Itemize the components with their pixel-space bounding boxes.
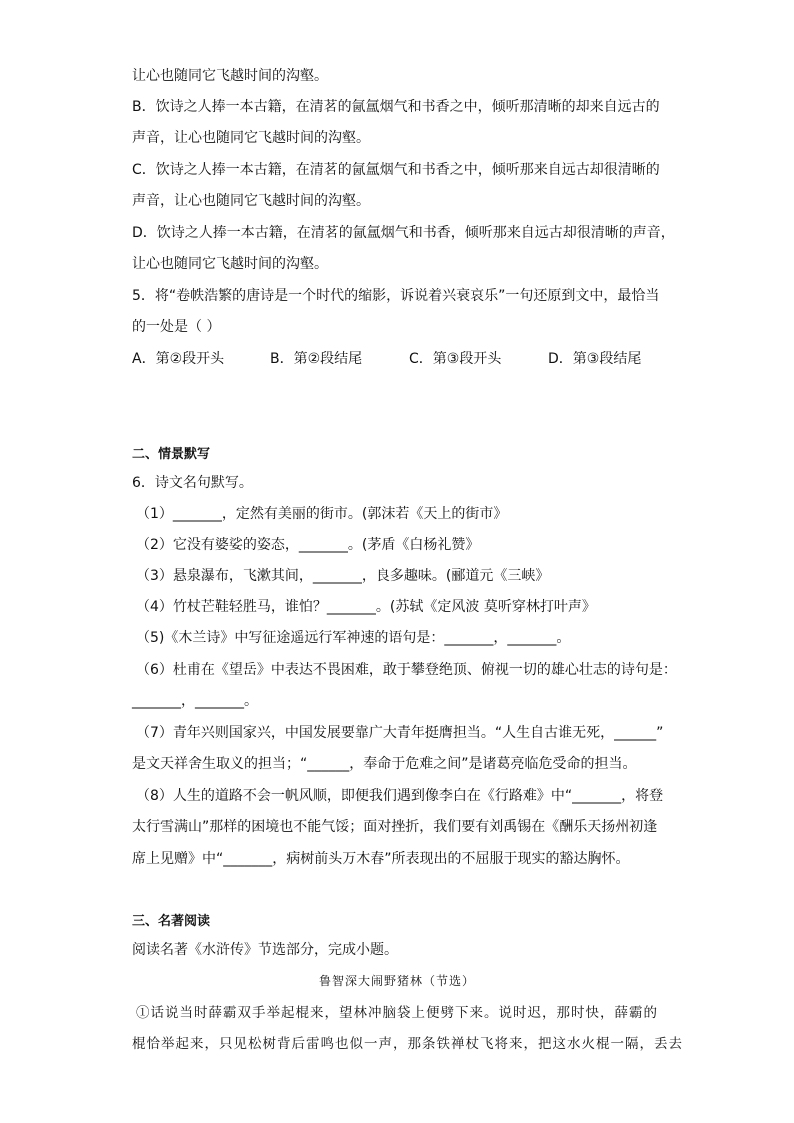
q4-option-c-line2: 声音，让心也随同它飞越时间的沟壑。: [132, 193, 370, 209]
q6-item-8-line1: （8）人生的道路不会一帆风顺，即便我们遇到像李白在《行路难》中“_______，将登: [136, 788, 664, 804]
q6-item-7-line2: 是文天祥舍生取义的担当；“______，奉命于危难之间”是诸葛亮临危受命的担当。: [132, 756, 637, 772]
q5-option-b: B．第②段结尾: [270, 351, 363, 367]
q6-item-4: （4）竹杖芒鞋轻胜马，谁怕？_______。(苏轼《定风波 莫听穿林打叶声》: [136, 599, 596, 615]
q6-item-7-line1: （7）青年兴则国家兴，中国发展要靠广大青年挺膺担当。“人生自古谁无死，______”: [136, 725, 664, 741]
q6-item-8-line2: 太行雪满山”那样的困境也不能气馁；面对挫折，我们要有刘禹锡在《酬乐天扬州初逢: [132, 819, 658, 835]
section3-intro: 阅读名著《水浒传》节选部分，完成小题。: [132, 942, 398, 958]
q6-item-1: （1）_______，定然有美丽的街市。(郭沫若《天上的街市》: [136, 506, 508, 522]
q6-item-8-line3: 席上见赠》中“_______，病树前头万木春”所表现出的不屈服于现实的豁达胸怀。: [132, 851, 630, 867]
q6-item-6-line2: _______，_______。: [132, 693, 258, 709]
q6-stem: 6．诗文名句默写。: [132, 475, 253, 491]
q6-item-5: （5)《木兰诗》中写征途遥远行军神速的语句是：_______，_______。: [136, 630, 571, 646]
excerpt-paragraph-1-line1: ①话说当时薛霸双手举起棍来，望林冲脑袋上便劈下来。说时迟，那时快，薛霸的: [136, 1005, 658, 1021]
q5-options: [132, 349, 662, 369]
excerpt-title: 鲁智深大闹野猪林（节选）: [318, 974, 475, 988]
q5-stem-line1: 5．将“卷帙浩繁的唐诗是一个时代的缩影，诉说着兴衰哀乐”一句还原到文中，最恰当: [132, 288, 660, 304]
q4-option-b-line2: 声音，让心也随同它飞越时间的沟壑。: [132, 130, 370, 146]
q5-stem-line2: 的一处是（ ）: [132, 319, 221, 335]
q6-item-3: （3）悬泉瀑布，飞漱其间，_______，良多趣味。(郦道元《三峡》: [136, 568, 550, 584]
q4-option-d-line2: 让心也随同它飞越时间的沟壑。: [132, 256, 328, 272]
section3-heading: 三、名著阅读: [132, 914, 211, 929]
q4-option-c-line1: C．饮诗之人捧一本古籍，在清茗的氤氲烟气和书香之中，倾听那来自远古却很清晰的: [132, 162, 660, 178]
q4-option-d-line1: D．饮诗之人捧一本古籍，在清茗的氤氲烟气和书香，倾听那来自远古却很清晰的声音，: [132, 225, 675, 241]
q4-option-b-line1: B．饮诗之人捧一本古籍，在清茗的氤氲烟气和书香之中，倾听那清晰的却来自远古的: [132, 99, 660, 115]
q6-item-2: （2）它没有婆娑的姿态，_______。(茅盾《白杨礼赞》: [136, 537, 480, 553]
excerpt-paragraph-1-line2: 棍恰举起来，只见松树背后雷鸣也似一声，那条铁禅杖飞将来，把这水火棍一隔，丢去: [132, 1036, 683, 1052]
q5-option-a: A．第②段开头: [132, 351, 225, 367]
q4-option-a-continued: 让心也随同它飞越时间的沟壑。: [132, 68, 328, 84]
q5-option-d: D．第③段结尾: [548, 351, 642, 367]
q5-option-c: C．第③段开头: [409, 351, 502, 367]
q6-item-6-line1: （6）杜甫在《望岳》中表达不畏困难，敢于攀登绝顶、俯视一切的雄心壮志的诗句是：: [136, 662, 677, 678]
section2-heading: 二、情景默写: [132, 447, 211, 462]
